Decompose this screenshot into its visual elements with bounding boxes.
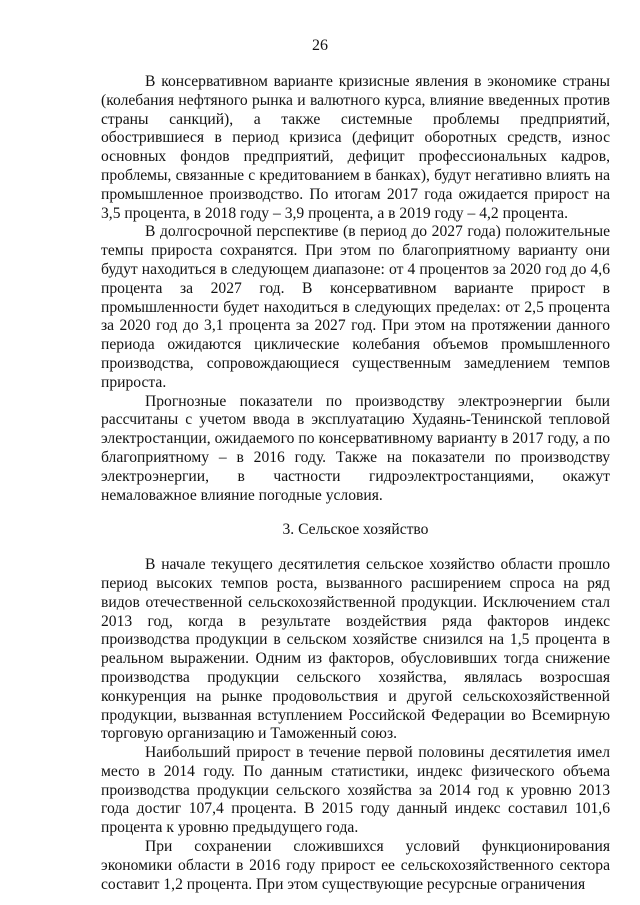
page-number: 26 — [312, 37, 328, 54]
document-body — [101, 73, 610, 894]
paragraph: В начале текущего десятилетия сельское хозяйство области прошло период высоких темпов роста, вызванного расширением спроса на ряд видов отечественной сельскохозяйственной продукции. Исключением стал 2013 год, когда в результате воздействия ряда факторов индекс производства продукции в сельском хозяйстве снизился на 1,5 процента в реальном выражении. Одним из факторов, обусловивших тогда снижение производства продукции сельского хозяйства, являлась возросшая конкуренция на рынке продовольствия и другой сельскохозяйственной продукции, вызванная вступлением Российской Федерации во Всемирную торговую организацию и Таможенный союз. — [101, 556, 610, 743]
paragraph: В консервативном варианте кризисные явления в экономике страны (колебания нефтяного рынка и валютного курса, влияние введенных против страны санкций), а также системные проблемы предприятий, обострившиеся в период кризиса (дефицит оборотных средств, износ основных фондов предприятий, дефицит профессиональных кадров, проблемы, связанные с кредитованием в банках), будут негативно влиять на промышленное производство. По итогам 2017 года ожидается прирост на 3,5 процента, в 2018 году – 3,9 процента, а в 2019 году – 4,2 процента. — [101, 73, 610, 222]
paragraph: Прогнозные показатели по производству электроэнергии были рассчитаны с учетом ввода в эксплуатацию Худаянь-Тенинской тепловой электростанции, ожидаемого по консервативному варианту в 2017 году, а по благоприятному – в 2016 году. Также на показатели по производству электроэнергии, в частности гидроэлектростанциями, окажут немаловажное влияние погодные условия. — [101, 392, 610, 504]
paragraph: При сохранении сложившихся условий функционирования экономики области в 2016 году прирост ее сельскохозяйственного сектора составит 1,2 процента. При этом существующие ресурсные ограничения — [101, 838, 610, 893]
section-heading: 3. Сельское хозяйство — [282, 521, 429, 539]
paragraph: В долгосрочной перспективе (в период до 2027 года) положительные темпы прироста сохранятся. При этом по благоприятному варианту они будут находиться в следующем диапазоне: от 4 процентов за 2020 год до 4,6 процента за 2027 год. В консервативном варианте прирост в промышленности будет находиться в следующих пределах: от 2,5 процента за 2020 год до 3,1 процента за 2027 год. При этом на протяжении данного периода ожидаются циклические колебания объемов промышленного производства, сопровождающиеся существенным замедлением темпов прироста. — [101, 223, 610, 391]
paragraph: Наибольший прирост в течение первой половины десятилетия имел место в 2014 году. По данным статистики, индекс физического объема производства продукции сельского хозяйства за 2014 год к уровню 2013 года достиг 107,4 процента. В 2015 году данный индекс составил 101,6 процента к уровню предыдущего года. — [101, 744, 610, 837]
